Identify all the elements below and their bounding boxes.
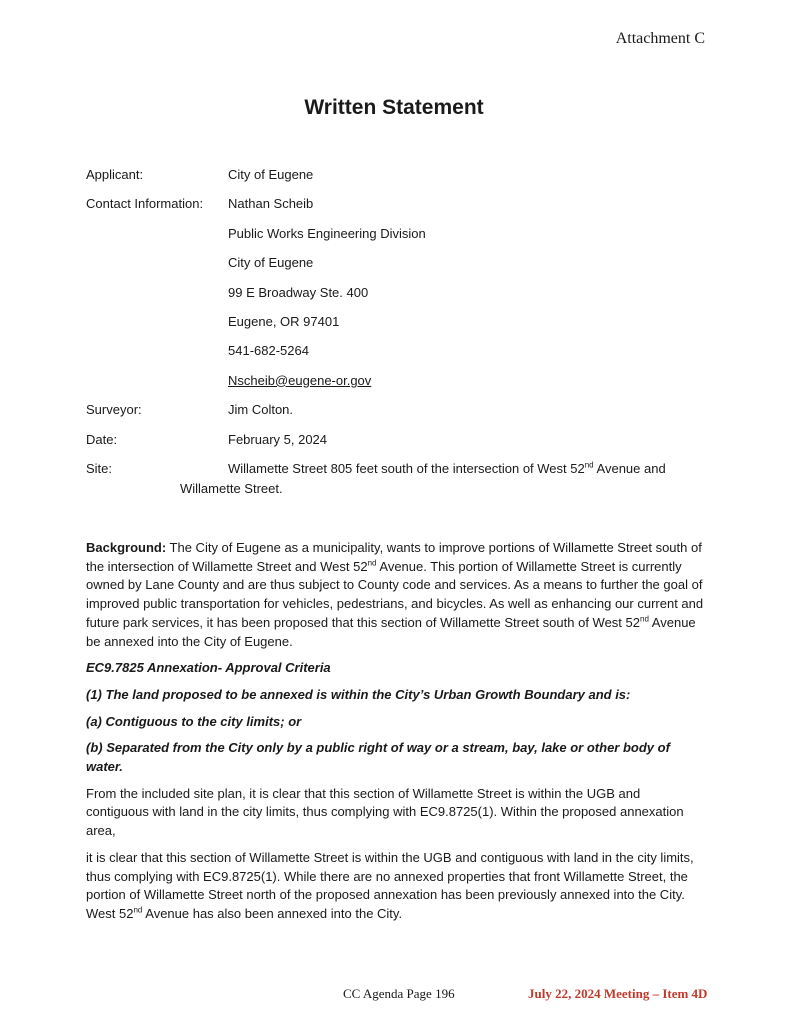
contact-row — [86, 195, 726, 224]
superscript: nd — [584, 460, 594, 470]
contact-name: Nathan Scheib — [228, 196, 314, 212]
contact-street: 99 E Broadway Ste. 400 — [228, 284, 369, 300]
criteria-item-1: (1) The land proposed to be annexed is within the City’s Urban Growth Boundary and is: — [86, 686, 631, 702]
date-value: February 5, 2024 — [228, 431, 328, 447]
site-value — [228, 460, 666, 478]
applicant-label: Applicant: — [86, 167, 144, 182]
contact-line — [86, 342, 726, 371]
site-label: Site: — [86, 460, 113, 476]
paragraph-1: From the included site plan, it is clear that this section of Willamette Street is within the UGB and contiguous with land in the city limits, thus complying with EC9.8725(1). Within the proposed annexation area, — [86, 785, 684, 839]
body-text — [86, 539, 706, 932]
surveyor-value: Jim Colton. — [228, 402, 294, 418]
date-label: Date: — [86, 431, 118, 447]
criteria-item-b: (b) Separated from the City only by a public right of way or a stream, bay, lake or other body of water. — [86, 740, 670, 775]
contact-org: City of Eugene — [228, 255, 314, 271]
contact-division: Public Works Engineering Division — [228, 225, 426, 241]
superscript: nd — [640, 614, 649, 624]
paragraph-text: it is clear that this section of Willamette Street is within the UGB and contiguous with land in the city limits, thus complying with EC9.8725(1). While there are no annexed properties that front Willamette Street, the portion of Willamette Street north of the proposed annexation has been previously annexed into the City. West 52 — [86, 849, 694, 921]
footer-meeting-item: July 22, 2024 Meeting – Item 4D — [528, 986, 708, 1001]
criteria-heading: EC9.7825 Annexation- Approval Criteria — [86, 660, 331, 676]
background-paragraph — [86, 539, 706, 651]
site-text: Willamette Street 805 feet south of the intersection of West 52 — [228, 460, 585, 476]
background-text: The City of Eugene as a municipality, wants to improve portions of Willamette Street south of the intersection of Willamette Street and West 52 — [86, 540, 702, 574]
background-text: Avenue. This portion of Willamette Street is currently owned by Lane County and are thus subject to County code and services. As a means to further the goal of improved public transportation for vehicles, pedestrians, and bicycles. As well as enhancing our current and future park services, it has been proposed that this section of Willamette Street south of West 52 — [86, 558, 704, 630]
contact-line — [86, 372, 726, 401]
contact-phone: 541-682-5264 — [228, 343, 309, 359]
attachment-label: Attachment C — [615, 30, 705, 47]
paragraph-2 — [86, 849, 706, 924]
contact-line — [86, 254, 726, 283]
footer-page-number: CC Agenda Page 196 — [343, 986, 455, 1001]
date-row — [86, 431, 726, 460]
info-block — [86, 166, 726, 489]
contact-city: Eugene, OR 97401 — [228, 313, 340, 329]
contact-line — [86, 313, 726, 342]
page-title: Written Statement — [304, 96, 484, 119]
contact-label: Contact Information: — [86, 196, 204, 212]
applicant-value: City of Eugene — [228, 167, 314, 182]
applicant-row — [86, 166, 726, 195]
criteria-item-a: (a) Contiguous to the city limits; or — [86, 713, 302, 729]
background-text: Avenue be annexed into the City of Eugene. — [86, 614, 696, 649]
superscript: nd — [367, 558, 377, 568]
background-label: Background: — [86, 540, 167, 555]
contact-line — [86, 225, 726, 254]
contact-email-link[interactable]: Nscheib@eugene-or.gov — [228, 372, 372, 388]
surveyor-label: Surveyor: — [86, 402, 142, 418]
paragraph-text: Avenue has also been annexed into the City. — [142, 905, 403, 921]
site-continuation: Willamette Street. — [180, 481, 283, 496]
superscript: nd — [133, 905, 143, 915]
contact-line — [86, 284, 726, 313]
site-text: Avenue and — [593, 460, 666, 476]
surveyor-row — [86, 401, 726, 430]
